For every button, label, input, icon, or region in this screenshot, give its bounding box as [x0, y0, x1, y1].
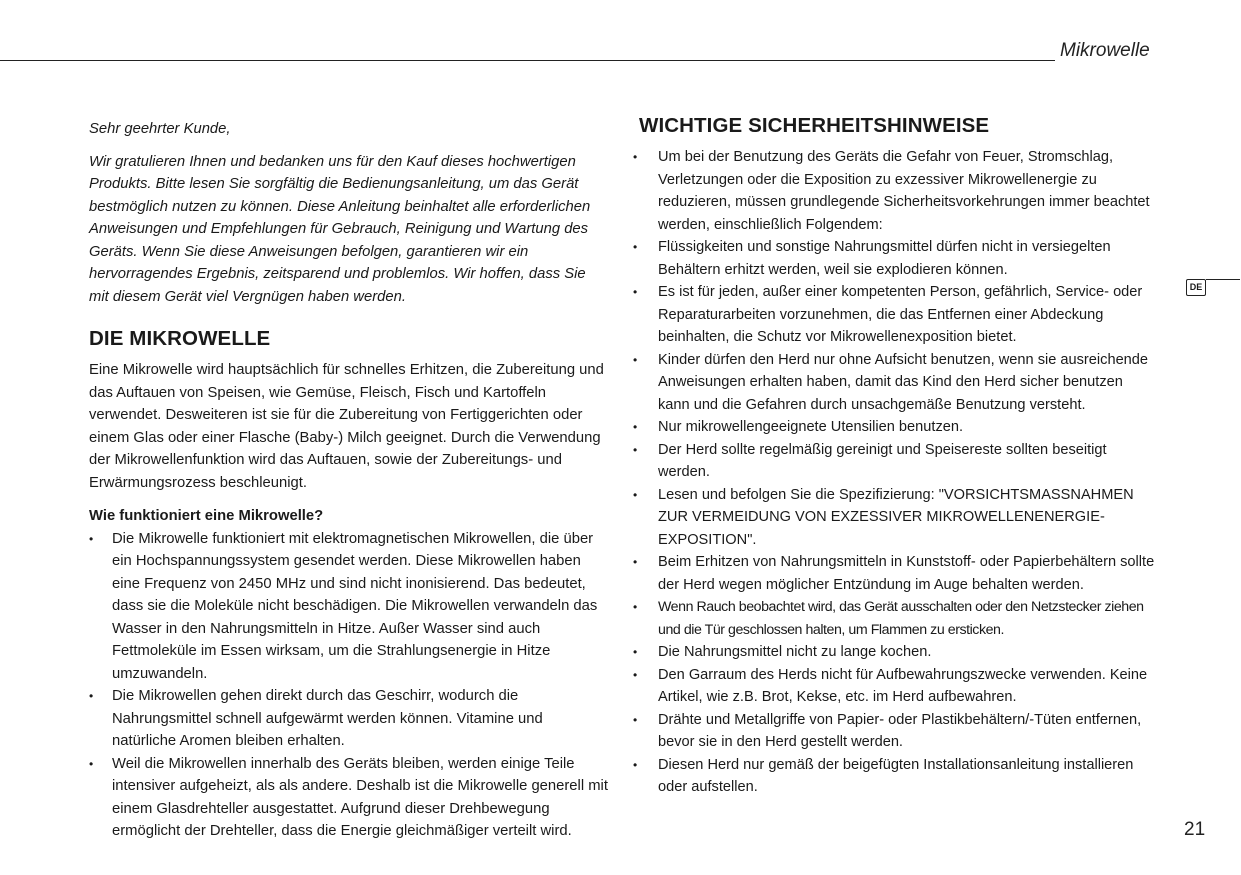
how-it-works-list: [89, 528, 609, 843]
language-tab: [1186, 279, 1240, 296]
list-item: • Die Mikrowelle funktioniert mit elektromagnetischen Mikrowellen, die über ein Hochspannungssystem gesendet werden. Diese Mikrowellen haben eine Frequenz von 2450 MHz und sind nicht inonisierend. Das bedeutet, dass sie die Moleküle nicht beschädigen. Die Mikrowellen verwandeln das Wasser in den Nahrungsmitteln in Hitze. Außer Wasser sind auch Fettmoleküle im Essen wirksam, um die Strahlungsenergie in Hitze umzuwandeln.: [89, 528, 609, 686]
section-heading-safety: WICHTIGE SICHERHEITSHINWEISE: [639, 114, 990, 137]
list-item: • Diesen Herd nur gemäß der beigefügten Installationsanleitung installieren oder aufstellen.: [633, 754, 1155, 799]
intro-greeting: Sehr geehrter Kunde,: [89, 121, 231, 137]
list-item: • Kinder dürfen den Herd nur ohne Aufsicht benutzen, wenn sie ausreichende Anweisungen erhalten haben, damit das Kind den Herd sicher benutzen kann und die Gefahren durch unsachgemäße Benutzung versteht.: [633, 349, 1155, 417]
page-number: 21: [1184, 819, 1206, 840]
list-item: • Lesen und befolgen Sie die Spezifizierung: "VORSICHTSMASSNAHMEN ZUR VERMEIDUNG VON EXZESSIVER MIKROWELLENENERGIE-EXPOSITION".: [633, 484, 1155, 552]
list-item: • Den Garraum des Herds nicht für Aufbewahrungszwecke verwenden. Keine Artikel, wie z.B. Brot, Kekse, etc. im Herd aufbewahren.: [633, 664, 1155, 709]
list-item: • Flüssigkeiten und sonstige Nahrungsmittel dürfen nicht in versiegelten Behältern erhitzt werden, weil sie explodieren können.: [633, 236, 1155, 281]
right-column: [633, 114, 1155, 799]
safety-list: [633, 146, 1155, 799]
header-title: Mikrowelle: [1060, 40, 1150, 61]
list-item: • Es ist für jeden, außer einer kompetenten Person, gefährlich, Service- oder Reparaturarbeiten vorzunehmen, die das Entfernen einer Abdeckung beinhalten, die Schutz vor Mikrowellenexposition bietet.: [633, 281, 1155, 349]
list-item: • Die Nahrungsmittel nicht zu lange kochen.: [633, 641, 1155, 664]
list-item: • Nur mikrowellengeeignete Utensilien benutzen.: [633, 416, 1155, 439]
list-item: • Wenn Rauch beobachtet wird, das Gerät ausschalten oder den Netzstecker ziehen und die Tür geschlossen halten, um Flammen zu ersticken.: [633, 596, 1155, 641]
microwave-paragraph: Eine Mikrowelle wird hauptsächlich für schnelles Erhitzen, die Zubereitung und das Auftauen von Speisen, wie Gemüse, Fleisch, Fisch und Kartoffeln verwendet. Desweiteren ist sie für die Zubereitung von Fertiggerichten oder einem Glas oder einer Flasche (Baby-) Milch geeignet. Durch die Verwendung der Mikrowellenfunktion wird das Auftauen, sowie der Zubereitungs- und Erwärmungsrozess beschleunigt.: [89, 362, 604, 491]
list-item: • Die Mikrowellen gehen direkt durch das Geschirr, wodurch die Nahrungsmittel schnell aufgewärmt werden können. Vitamine und natürliche Aromen bleiben erhalten.: [89, 685, 609, 753]
header-rule: [0, 60, 1055, 61]
list-item: • Weil die Mikrowellen innerhalb des Geräts bleiben, werden einige Teile intensiver aufgeheizt, als als andere. Deshalb ist die Mikrowelle generell mit einem Glasdrehteller ausgestattet. Aufgrund dieser Drehbewegung ermöglicht der Drehteller, dass die Energie gleichmäßiger verteilt wird.: [89, 753, 609, 843]
section-heading-microwave: DIE MIKROWELLE: [89, 327, 271, 350]
language-tab-line: [1206, 279, 1240, 280]
intro-text: Wir gratulieren Ihnen und bedanken uns für den Kauf dieses hochwertigen Produkts. Bitte lesen Sie sorgfältig die Bedienungsanleitung, um das Gerät bestmöglich nutzen zu können. Diese Anleitung beinhaltet alle erforderlichen Anweisungen und Empfehlungen für Gebrauch, Reinigung und Wartung des Geräts. Wenn Sie diese Anweisungen befolgen, garantieren wir ein hervorragendes Ergebnis, zeitsparend und problemlos. Wir hoffen, dass Sie mit diesem Gerät viel Vergnügen haben werden.: [89, 153, 591, 305]
left-column: [89, 118, 609, 843]
list-item: • Um bei der Benutzung des Geräts die Gefahr von Feuer, Stromschlag, Verletzungen oder die Exposition zu exzessiver Mikrowellenergie zu reduzieren, müssen grundlegende Sicherheitsvorkehrungen immer beachtet werden, einschließlich Folgendem:: [633, 146, 1155, 236]
list-item: • Drähte und Metallgriffe von Papier- oder Plastikbehältern/-Tüten entfernen, bevor sie in den Herd gestellt werden.: [633, 709, 1155, 754]
language-tab-label: DE: [1186, 279, 1206, 296]
list-item: • Beim Erhitzen von Nahrungsmitteln in Kunststoff- oder Papierbehältern sollte der Herd wegen möglicher Entzündung im Auge behalten werden.: [633, 551, 1155, 596]
how-it-works-subheading: Wie funktioniert eine Mikrowelle?: [89, 508, 324, 524]
list-item: • Der Herd sollte regelmäßig gereinigt und Speisereste sollten beseitigt werden.: [633, 439, 1155, 484]
intro: [89, 118, 609, 308]
